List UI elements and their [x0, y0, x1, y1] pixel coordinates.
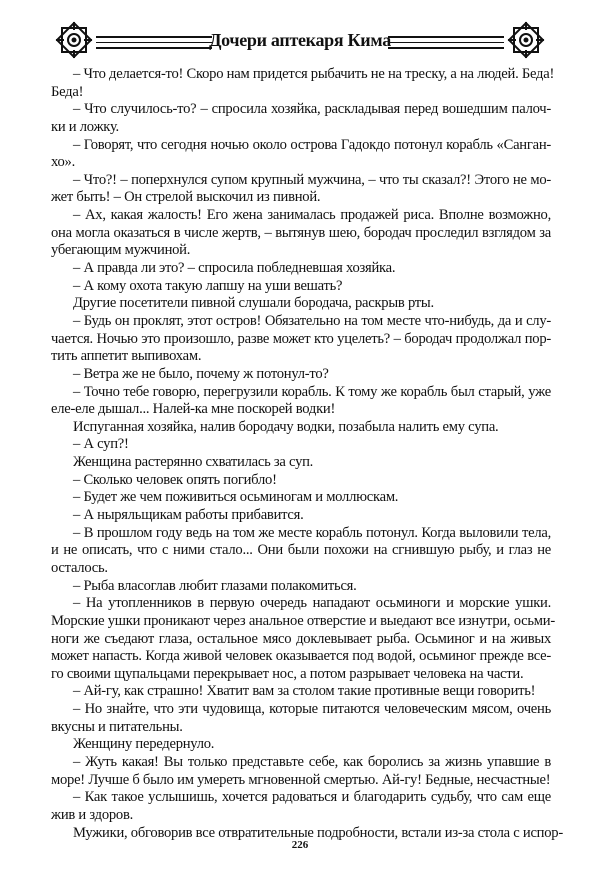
text-line: – А ныряльщикам работы прибавится. [73, 507, 304, 524]
text-line: Испуганная хозяйка, налив бородачу водки, позабыла налить ему супа. [73, 418, 499, 435]
text-line: – Точно тебе говорю, перегрузили корабль. К тому же корабль был старый, уже [73, 383, 551, 400]
page-number: 226 [291, 839, 309, 851]
header-rule-right [388, 36, 504, 49]
text-line: – Но знайте, что эти чудовища, которые питаются человеческим мясом, очень [73, 701, 551, 718]
text-line: Морские ушки проникают через анальное отверстие и выедают все изнутри, осьми- [51, 612, 555, 629]
text-line: – Будет же чем поживиться осьминогам и моллюскам. [73, 489, 399, 506]
text-line: – Ах, какая жалость! Его жена занималась продажей риса. Вполне возможно, [73, 207, 551, 224]
text-line: – Что?! – поперхнулся супом крупный мужчина, – что ты сказал?! Этого не мо- [73, 171, 551, 188]
ornament-icon [504, 18, 548, 62]
text-line: Женщину передернуло. [73, 736, 215, 753]
text-line: хо». [51, 154, 75, 171]
text-line: чается. Ночью это произошло, разве может кто уцелеть? – бородач продолжал пор- [51, 330, 551, 347]
text-line: и не описать, что с ними стало... Они были похожи на сгнившую рыбу, и глаз не [51, 542, 551, 559]
running-title: Дочери аптекаря Кима [209, 30, 391, 50]
text-line: осталось. [51, 559, 108, 576]
text-line: Беда! [51, 83, 84, 100]
text-line: – А кому охота такую лапшу на уши вешать? [73, 277, 343, 294]
text-line: она могла оказаться в числе жертв, – вытянув шею, бородач проследил взглядом за [51, 224, 551, 241]
text-line: – Ветра же не было, почему ж потонул-то? [73, 365, 329, 382]
text-line: – Что случилось-то? – спросила хозяйка, раскладывая перед вошедшим палоч- [73, 101, 551, 118]
text-line: – А суп?! [73, 436, 129, 453]
text-line: тить аппетит выпивохам. [51, 348, 202, 365]
text-line: может напасть. Когда живой человек оказывается под водой, осьминог прежде все- [51, 648, 551, 665]
text-line: вкусны и питательны. [51, 718, 183, 735]
text-line: убегающим мужчиной. [51, 242, 191, 259]
text-line: – Что делается-то! Скоро нам придется рыбачить не на треску, а на людей. Беда! [73, 66, 555, 82]
text-line: – Сколько человек опять погибло! [73, 471, 277, 488]
text-line: Другие посетители пивной слушали бородача, раскрыв рты. [73, 295, 434, 312]
text-line: жет быть! – Он стрелой выскочил из пивной. [51, 189, 321, 206]
text-line: – Как такое услышишь, хочется радоваться и благодарить судьбу, что сам еще [73, 789, 551, 806]
text-line: ки и ложку. [51, 118, 119, 135]
text-line: – На утопленников в первую очередь нападают осьминоги и морские ушки. [73, 595, 551, 612]
text-line: – Ай-гу, как страшно! Хватит вам за столом такие противные вещи говорить! [73, 683, 536, 700]
text-line: море! Лучше б было им умереть мгновенной смертью. Ай-гу! Бедные, несчастные! [51, 771, 551, 788]
running-header [50, 18, 550, 68]
text-line: Мужики, обговорив все отвратительные подробности, встали из-за стола с испор- [73, 824, 563, 841]
text-line: еле-еле дышал... Налей-ка мне поскорей водки! [51, 401, 336, 418]
text-line: ноги же съедают глаза, остальное мясо доклевывает рыба. Осьминог и на живых [51, 630, 551, 647]
text-line: – Будь он проклят, этот остров! Обязательно на том месте что-нибудь, да и слу- [73, 312, 551, 329]
text-line: – В прошлом году ведь на том же месте корабль потонул. Когда выловили тела, [73, 524, 551, 541]
text-line: – А правда ли это? – спросила побледневшая хозяйка. [73, 260, 396, 277]
text-line: – Рыба власоглав любит глазами полакомиться. [73, 577, 357, 594]
text-line: го своими щупальцами перекрывает нос, а потом разрывает человека на части. [51, 665, 524, 682]
page-body-text [51, 66, 563, 842]
text-line: – Говорят, что сегодня ночью около острова Гадокдо потонул корабль «Санган- [73, 136, 551, 153]
text-line: Женщина растерянно схватилась за суп. [73, 454, 314, 471]
text-line: – Жуть какая! Вы только представьте себе, как боролись за жизнь упавшие в [73, 753, 551, 770]
text-line: жив и здоров. [51, 806, 133, 823]
